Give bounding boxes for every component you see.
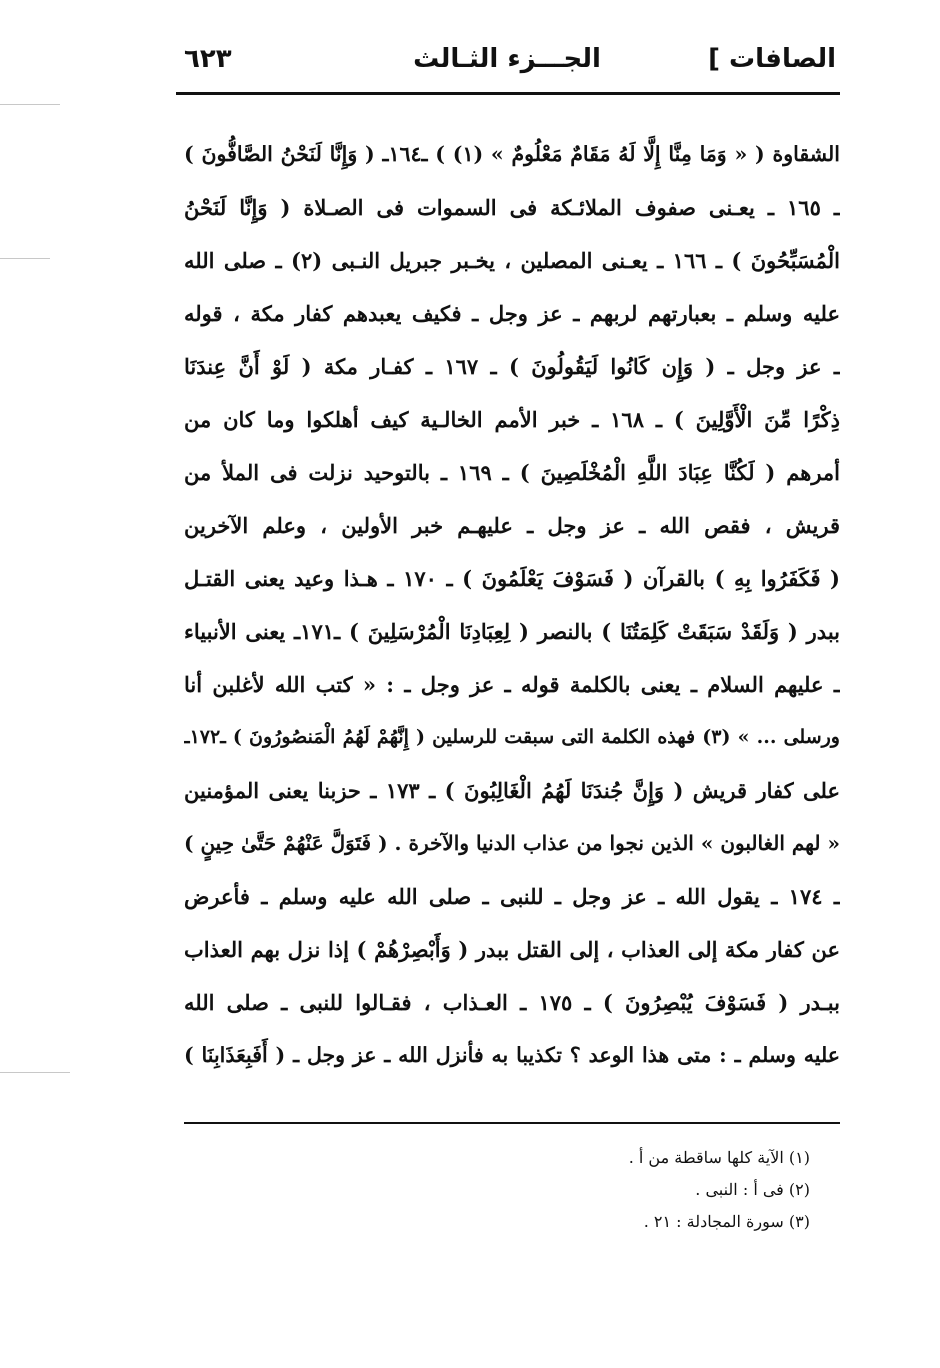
- text-line: عليه وسلم ـ بعبارتهم لربهم ـ عز وجل ـ فكيف يعبدهم كفار مكة ، قوله: [184, 301, 840, 326]
- text-line: ورسلى ... » (٣) فهذه الكلمة التى سبقت للرسلين ( إِنَّهُمْ لَهُمُ الْمَنصُورُونَ ) ـ١٧٢ـ: [184, 726, 840, 748]
- footnote: (٢) فى أ : النبى .: [695, 1180, 810, 1199]
- main-text: [184, 128, 840, 1082]
- footnote-rule: [184, 1122, 840, 1124]
- text-line: ـ عليهم السلام ـ يعنى بالكلمة قوله ـ عز وجل ـ : « كتب الله لأغلبن أنا: [184, 672, 840, 697]
- text-line: ـ ١٧٤ ـ يقول الله ـ عز وجل ـ للنبى ـ صلى الله عليه وسلم ـ فأعرض: [184, 884, 840, 909]
- header-rule: [176, 92, 840, 95]
- scan-artifact: [0, 1072, 70, 1073]
- text-line: ببدر ( وَلَقَدْ سَبَقَتْ كَلِمَتُنَا ) بالنصر ( لِعِبَادِنَا الْمُرْسَلِينَ ) ـ١٧١ـ يعنى الأنبياء: [184, 619, 840, 644]
- text-line: على كفار قريش ( وَإِنَّ جُندَنَا لَهُمُ الْغَالِبُونَ ) ـ ١٧٣ ـ حزبنا يعنى المؤمنين: [184, 778, 840, 803]
- text-line: ( فَكَفَرُوا بِهِ ) بالقرآن ( فَسَوْفَ يَعْلَمُونَ ) ـ ١٧٠ ـ هـذا وعيد يعنى القتـل: [184, 566, 840, 591]
- page-number: ٦٢٣: [184, 44, 232, 74]
- text-line: الشقاوة ( « وَمَا مِنَّا إِلَّا لَهُ مَقَامٌ مَعْلُومٌ » (١) ) ـ١٦٤ـ ( وَإِنَّا لَنَحْنُ الصَّافُّونَ ): [184, 142, 840, 166]
- text-line: ـ عز وجل ـ ( وَإِن كَانُوا لَيَقُولُونَ ) ـ ١٦٧ ـ كفـار مكة ( لَوْ أَنَّ عِندَنَا: [184, 354, 840, 379]
- text-line: ذِكْرًا مِّنَ الْأَوَّلِينَ ) ـ ١٦٨ ـ خبر الأمم الخالـية كيف أهلكوا وما كان من: [184, 407, 840, 432]
- text-line: قريش ، فقص الله ـ عز وجل ـ عليهـم خبر الأولين ، وعلم الآخرين: [184, 513, 840, 538]
- text-line: ببـدر ( فَسَوْفَ يُبْصِرُونَ ) ـ ١٧٥ ـ العـذاب ، فقـالوا للنبى ـ صلى الله: [184, 990, 840, 1015]
- surah-name: الصافات ]: [708, 44, 836, 74]
- scan-artifact: [0, 104, 60, 105]
- text-line: أمرهم ( لَكُنَّا عِبَادَ اللَّهِ الْمُخْلَصِينَ ) ـ ١٦٩ ـ بالتوحيد نزلت فى الملأ من: [184, 460, 840, 485]
- page-header: [178, 36, 836, 86]
- text-line: ـ ١٦٥ ـ يعـنى صفوف الملائـكة فى السموات فى الصـلاة ( وَإِنَّا لَنَحْنُ: [184, 195, 840, 220]
- text-line: « لهم الغالبون » الذين نجوا من عذاب الدنيا والآخرة . ( فَتَوَلَّ عَنْهُمْ حَتَّىٰ حِينٍ ): [184, 831, 840, 855]
- part-title: الجـــزء الثـالث: [413, 44, 601, 74]
- footnote: (١) الآية كلها ساقطة من أ .: [628, 1148, 810, 1167]
- footnote: (٣) سورة المجادلة : ٢١ .: [643, 1212, 810, 1231]
- text-line: عليه وسلم ـ : متى هذا الوعد ؟ تكذيبا به فأنزل الله ـ عز وجل ـ ( أَفَبِعَذَابِنَا ): [184, 1043, 840, 1067]
- footnotes: [410, 1142, 810, 1238]
- scan-artifact: [0, 258, 50, 259]
- text-line: عن كفار مكة إلى العذاب ، إلى القتل ببدر ( وَأَبْصِرْهُمْ ) إذا نزل بهم العذاب: [184, 937, 840, 962]
- text-line: الْمُسَبِّحُونَ ) ـ ١٦٦ ـ يعـنى المصلين ، يخـبر جبريل النـبى (٢) ـ صلى الله: [184, 248, 840, 273]
